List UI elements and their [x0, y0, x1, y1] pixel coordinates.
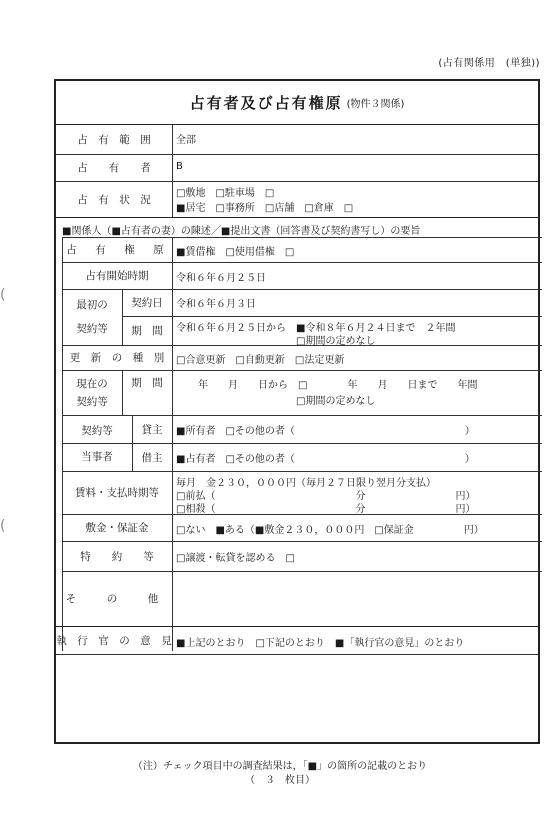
- party-label-2: 当事者: [81, 450, 113, 463]
- rent-line-1: 毎月 金２３０，０００円（毎月２７日限り翌月分支払）: [176, 478, 436, 489]
- status-label: 占 有 状 況: [77, 193, 151, 206]
- form-subtitle: (物件３関係): [346, 99, 405, 110]
- officer-opinion-label: 執 行 官 の 意 見: [56, 634, 172, 647]
- scope-value: 全部: [176, 135, 196, 146]
- deposit-value: □ない ■ある（■敷金２３０，０００円 □保証金 円）: [176, 525, 484, 536]
- form-title-row: [56, 81, 538, 125]
- other-label: そ の 他: [65, 593, 169, 605]
- lessee-value: ■占有者 □その他の者（ ）: [176, 454, 475, 465]
- footnote: （注）チェック項目中の調査結果は，「■」の箇所の記載のとおり: [132, 761, 428, 772]
- occupant-value: B: [176, 161, 183, 172]
- contract-date-label: 契約日: [131, 297, 163, 309]
- deposit-label: 敷金・保証金: [85, 522, 149, 534]
- label-column-divider: [172, 237, 173, 651]
- divider: [122, 316, 542, 317]
- special-terms-value: □譲渡・転貸を認める □: [176, 553, 295, 564]
- lessor-value: ■所有者 □その他の者（ ）: [176, 426, 475, 437]
- contract-date-value: 令和６年６月３日: [176, 299, 256, 310]
- title-right-label: 占 有 権 原: [66, 244, 168, 256]
- scope-label: 占 有 範 囲: [77, 134, 151, 146]
- initial-period-line-1: 令和６年６月２５日から ■令和８年６月２４日まで ２年間: [176, 323, 456, 334]
- lessee-label: 借主: [141, 451, 163, 464]
- rent-line-2: □前払（ 分 円）: [176, 491, 476, 502]
- renewal-value: □合意更新 □自動更新 □法定更新: [176, 355, 345, 366]
- divider: [56, 217, 538, 218]
- current-label-2: 契約等: [76, 395, 108, 408]
- occupant-label: 占 有 者: [77, 162, 151, 174]
- current-period-line-1: 年 月 日から □ 年 月 日まで 年間: [198, 380, 478, 391]
- rent-line-3: □相殺（ 分 円）: [176, 504, 476, 515]
- form-type-note: (占有関係用 (単独)): [438, 58, 540, 69]
- initial-label-2: 契約等: [76, 322, 108, 335]
- renewal-label: 更 新 の 種 別: [69, 352, 165, 364]
- initial-period-line-2: □期間の定めなし: [296, 336, 376, 347]
- initial-label-1: 最初の: [76, 298, 108, 311]
- title-right-value: ■賃借権 □使用借権 □: [176, 247, 295, 258]
- current-period-line-2: □期間の定めなし: [296, 396, 376, 407]
- punch-hole-mark: (: [0, 518, 6, 534]
- divider: [56, 654, 538, 655]
- special-terms-label: 特 約 等: [80, 550, 154, 563]
- start-label: 占有開始時期: [85, 270, 149, 282]
- officer-opinion-value: ■上記のとおり □下記のとおり ■「執行官の意見」のとおり: [176, 638, 465, 649]
- page-count: （ ３ 枚目）: [245, 775, 315, 786]
- status-line-1: □敷地 □駐車場 □: [176, 188, 275, 199]
- lessor-label: 貸主: [141, 423, 163, 436]
- party-label-1: 契約等: [81, 424, 113, 437]
- start-value: 令和６年６月２５日: [176, 273, 266, 284]
- divider: [172, 125, 173, 217]
- status-line-2: ■居宅 □事務所 □店舗 □倉庫 □: [176, 203, 354, 214]
- current-label-1: 現在の: [76, 377, 108, 390]
- current-period-label: 期 間: [131, 376, 163, 389]
- section-header: ■関係人（■占有者の妻）の陳述／■提出文書（回答書及び契約書写し）の要旨: [62, 226, 421, 237]
- rent-label: 賃料・支払時期等: [75, 487, 159, 499]
- form-title: 占有者及び占有権原: [189, 94, 343, 112]
- occupancy-form: [54, 79, 540, 744]
- punch-hole-mark: (: [0, 287, 6, 303]
- initial-period-label: 期 間: [131, 325, 163, 337]
